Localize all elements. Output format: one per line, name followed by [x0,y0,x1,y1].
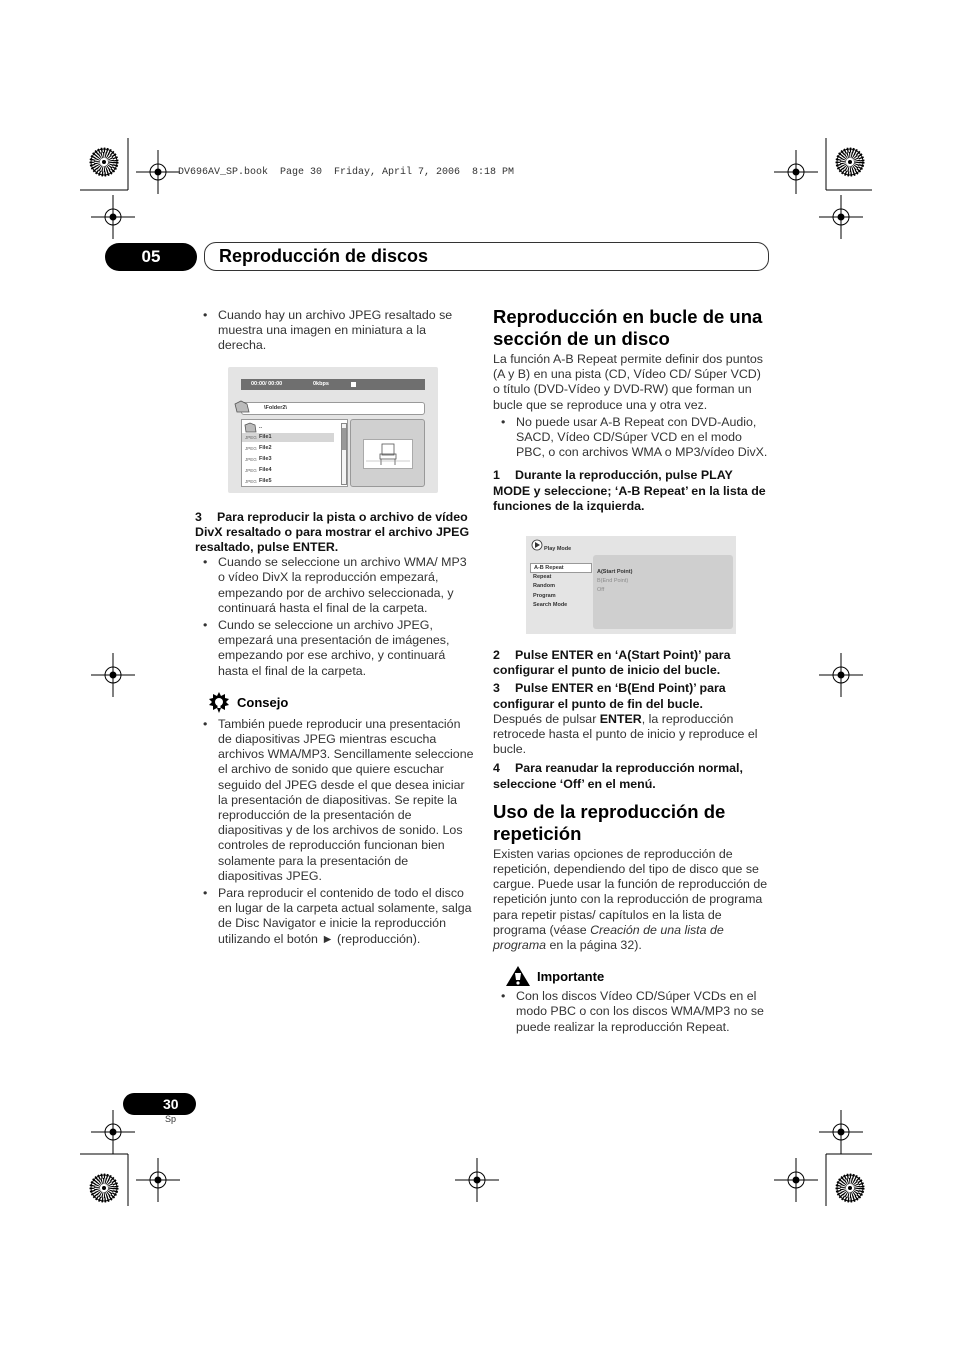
list-item[interactable] [242,466,334,475]
list-item[interactable] [242,423,334,432]
play-mode-icon [531,539,543,551]
list-item: • También puede reproducir una presentación de diapositivas JPEG mientras escucha archivos WMA/MP3. Sencillamente seleccione el archivo de sonido que quiere escuchar seguido del JPEG desde el que desea iniciar la presentación de diapositivas. Se repite la reproducción de la presentación de diapositivas y de los archivos de sonido. Los controles de reproducción funcionan bien solamente para la presentación de diapositivas JPEG. [195,717,475,884]
time-readout: 00:00/ 00:00 [251,380,283,387]
text-segment: , la reproducción retrocede hasta el punto de inicio y reproduce el bucle. [493,711,758,757]
step-number: 3 [493,681,500,696]
left-column [195,308,475,949]
book-info-line: DV696AV_SP.book Page 30 Friday, April 7, 2006 8:18 PM [178,167,515,178]
section-heading-ab-repeat: Reproducción en bucle de una sección de un disco [493,306,763,349]
tip-heading [207,691,475,715]
menu-item[interactable]: Repeat [533,573,552,580]
text-segment: en la página 32). [546,938,642,953]
file-name: File2 [259,444,272,451]
play-mode-menu [530,563,592,611]
section-heading-repeat: Uso de la reproducción de repetición [493,800,726,844]
menu-item[interactable]: Program [533,592,556,599]
right-column [493,306,770,1037]
list-item: • Para reproducir el contenido de todo el disco en lugar de la carpeta actual solamente, salga de Disc Navigator e inicie la reproducción utilizando el botón ► (reproducción). [195,886,475,947]
step-text: Pulse ENTER en ‘B(End Point)’ para configurar el punto de fin del bucle. [493,681,726,711]
step-4 [493,761,770,791]
page-language: Sp [165,1114,177,1124]
chapter-title-box [204,242,769,271]
list-item[interactable] [242,455,334,464]
options-panel [593,555,733,629]
chair-picture-icon [364,440,412,468]
step-text: Pulse ENTER en ‘A(Start Point)’ para configurar el punto de inicio del bucle. [493,648,731,678]
jpeg-tag: JPEG [245,445,257,451]
list-item[interactable] [242,444,334,453]
step-text: Para reanudar la reproducción normal, seleccione ‘Off’ en el menú. [493,761,743,791]
disc-navigator-screen [228,367,438,493]
step-2 [493,648,770,678]
lightbulb-icon [207,691,231,715]
menu-item[interactable]: A-B Repeat [530,563,592,573]
step-3 [493,681,770,711]
screen-title: Play Mode [544,546,572,553]
important-heading [505,965,770,987]
text-segment-bold: ENTER [599,711,642,726]
tip-title: Consejo [237,695,289,711]
play-mode-screen [526,536,736,634]
folder-icon [234,400,252,414]
page-number-badge: 30 [123,1093,196,1115]
jpeg-tag: JPEG [245,456,257,462]
list-item: • Con los discos Vídeo CD/Súper VCDs en el modo PBC o con los discos WMA/MP3 no se puede realizar la reproducción Repeat. [493,989,770,1035]
bitrate-readout: 0kbps [313,380,329,387]
list-item: • Cuando se seleccione un archivo WMA/ MP3 o vídeo DivX la reproducción empezará, empezando por de archivo seleccionada, y continuará hasta el final de la carpeta. [195,555,475,616]
menu-item[interactable]: Random [533,583,555,590]
list-item[interactable] [242,433,334,442]
chapter-number-badge: 05 [105,243,197,271]
step-text: Para reproducir la pista o archivo de vídeo DivX resaltado o para mostrar el archivo JPEG resaltado, pulse ENTER. [195,509,470,555]
file-name: File3 [259,455,272,462]
scrollbar-thumb[interactable] [342,428,346,450]
paragraph: La función A-B Repeat permite definir dos puntos (A y B) en una pista (CD, Vídeo CD/ Súper VCD) o título (DVD-Vídeo y DVD-RW) que forman un bucle que se reproduce una y otra vez. [493,352,764,412]
jpeg-tag: JPEG [245,467,257,473]
option-item[interactable]: Off [597,587,605,594]
list-item: • Cundo se seleccione un archivo JPEG, empezará una presentación de imágenes, empezando por ese archivo, y continuará hasta el final de la carpeta. [195,618,475,679]
step-number: 2 [493,648,500,663]
folder-path-label: \Folder2\ [264,404,287,411]
file-name: File5 [259,477,272,484]
menu-item[interactable]: Search Mode [533,602,568,609]
step-number: 1 [493,468,500,483]
option-item[interactable]: A(Start Point) [597,569,633,576]
jpeg-tag: JPEG [245,478,257,484]
folder-path [241,402,425,415]
file-name: File1 [259,433,272,440]
paragraph [493,712,770,758]
chapter-title: Reproducción de discos [219,246,429,266]
list-item: • Cuando hay un archivo JPEG resaltado se muestra una imagen en miniatura a la derecha. [195,308,475,354]
important-title: Importante [537,968,605,984]
thumbnail-image [363,439,413,469]
scrollbar[interactable] [341,423,347,485]
list-item: • No puede usar A-B Repeat con DVD-Audio, SACD, Vídeo CD/Súper VCD en el modo PBC, o con archivos WMA o MP3/vídeo DivX. [493,415,770,461]
step-3 [195,510,475,556]
step-1 [493,468,770,514]
paragraph [493,847,770,953]
parent-entry: .. [259,423,263,430]
text-segment: Existen varias opciones de reproducción de repetición, dependiendo del tipo de disco que se cargue. Puede usar la función de reproducción de repetición junto con la reproducción de programa para repetir pistas/ capítulos en la lista de programa (véase [493,846,768,937]
stop-icon [351,382,356,387]
step-text: Durante la reproducción, pulse PLAY MODE y seleccione; ‘A-B Repeat’ en la lista de funciones de la izquierda. [493,468,766,513]
text-segment-italic: Creación de una lista de programa [493,922,724,953]
list-item[interactable] [242,477,334,486]
option-item[interactable]: B(End Point) [597,578,629,585]
file-list [241,419,348,487]
text-segment: Después de pulsar [493,711,600,726]
status-bar [241,379,425,390]
jpeg-tag: JPEG [245,434,257,440]
thumbnail-preview [350,419,425,487]
file-name: File4 [259,466,272,473]
warning-icon [505,965,531,987]
step-number: 4 [493,761,500,776]
step-number: 3 [195,509,202,524]
